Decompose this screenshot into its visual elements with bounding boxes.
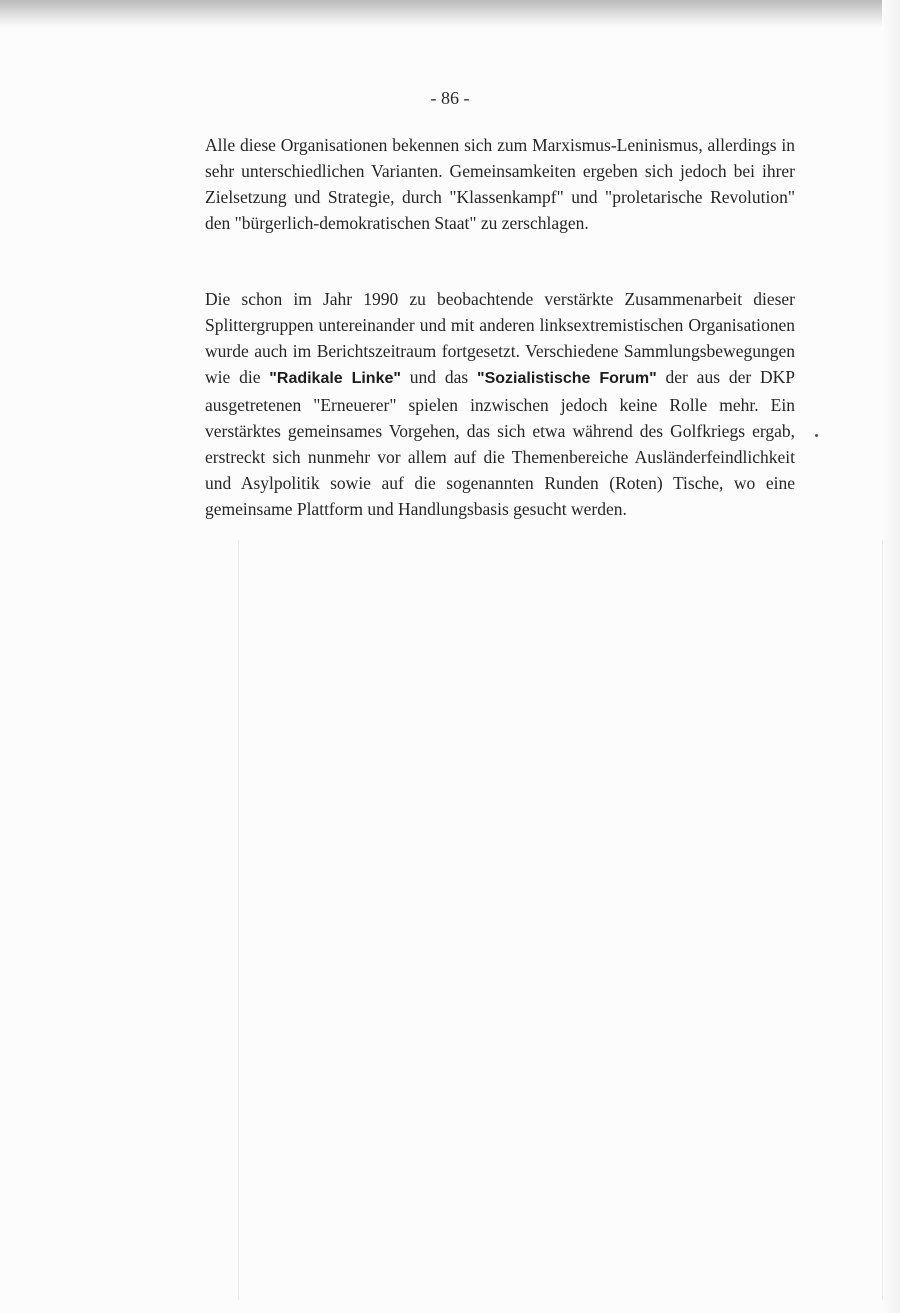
paragraph-2-text-part2: und das: [400, 367, 478, 387]
paragraph-2-text-part3: der aus der DKP ausgetretenen "Erneuerer" spielen inzwischen jedoch keine Rolle mehr. Ein verstärktes gemeinsames Vorgehen, das sich etwa während des Golfkriegs ergab, erstreckt sich nunmehr vor allem auf die Themenbereiche Ausländerfeindlichkeit und Asylpolitik sowie auf die sogenannten Runden (Roten) Tische, wo eine gemeinsame Plattform und Handlungsbasis gesucht werden.: [205, 367, 796, 519]
org-radikale-linke: "Radikale Linke": [269, 370, 401, 387]
paragraph-2: [205, 286, 795, 522]
paragraph-1-text: Alle diese Organisationen bekennen sich zum Marxismus-Leninismus, allerdings in sehr unterschiedlichen Varianten. Gemeinsamkeiten ergeben sich jedoch bei ihrer Zielsetzung und Strategie, durch "Klassenkampf" und "proletarische Revolution" den "bürgerlich-demokratischen Staat" zu zerschlagen.: [205, 135, 795, 233]
org-sozialistische-forum: "Sozialistische Forum": [477, 370, 657, 387]
scan-artifact-line-left: [238, 540, 239, 1300]
paragraph-2-text-part1: Die schon im Jahr 1990 zu beobachtende verstärkte Zusammenarbeit dieser Splittergruppen untereinander und mit anderen linksextremistischen Organisationen wurde auch im Berichtszeitraum fortgesetzt. Verschiedene Sammlungsbewegungen wie die: [205, 289, 795, 387]
paragraph-1: [205, 132, 795, 236]
scan-artifact-line-right: [882, 540, 883, 1300]
page-number: - 86 -: [430, 88, 470, 108]
scan-speck: [815, 434, 818, 437]
scan-right-shadow: [882, 0, 900, 1313]
scan-top-shadow: [0, 0, 900, 28]
